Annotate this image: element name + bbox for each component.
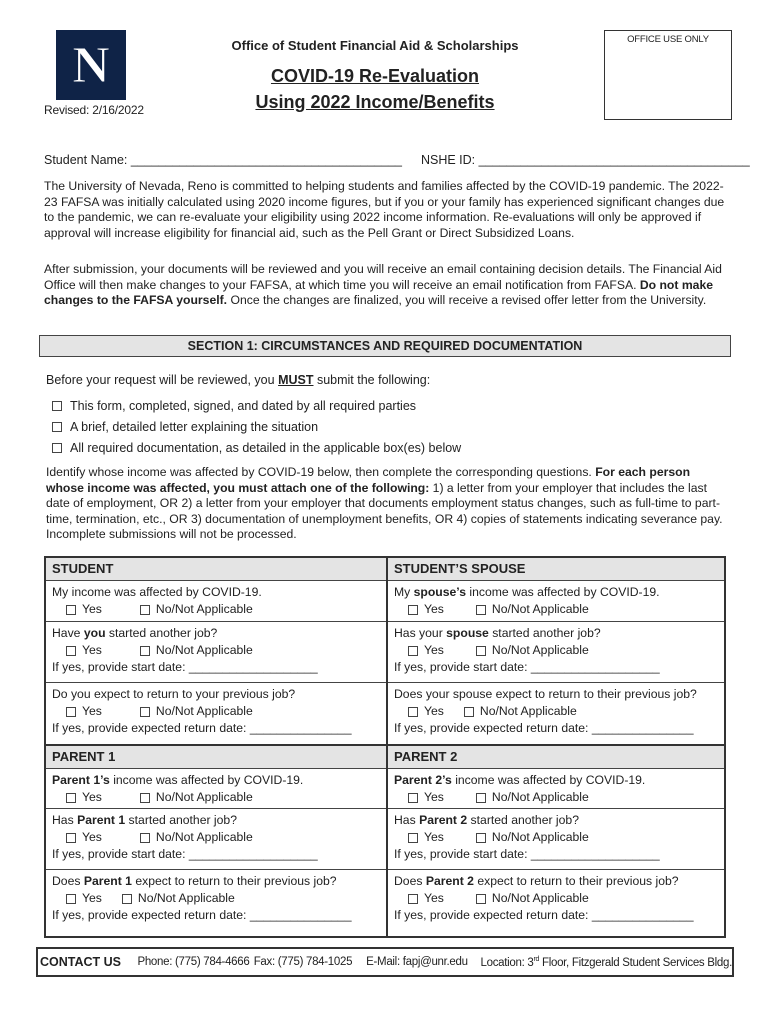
submission-paragraph: [44, 262, 729, 309]
revised-date: Revised: 2/16/2022: [44, 103, 144, 117]
return-date-field[interactable]: If yes, provide expected return date: _______________: [394, 908, 694, 922]
student-q2-options: [52, 642, 380, 659]
submission-text-end: Once the changes are finalized, you will receive a revised offer letter from the University.: [227, 293, 707, 308]
student-q3-text: Do you expect to return to your previous job?: [52, 687, 296, 701]
spouse-q2-text: Has your spouse started another job?: [394, 626, 601, 640]
no-checkbox[interactable]: [476, 793, 486, 803]
no-checkbox[interactable]: [140, 793, 150, 803]
return-date-field[interactable]: If yes, provide expected return date: _______________: [394, 721, 694, 735]
yes-checkbox[interactable]: [66, 793, 76, 803]
office-title: Office of Student Financial Aid & Scholarships: [231, 38, 519, 53]
checklist-label: This form, completed, signed, and dated by all required parties: [70, 399, 417, 413]
no-checkbox[interactable]: [122, 894, 132, 904]
no-checkbox[interactable]: [464, 707, 474, 717]
yes-label: Yes: [424, 790, 444, 804]
checklist-item: [52, 441, 461, 455]
student-q1-options: [52, 601, 380, 618]
contact-us-label: CONTACT US: [40, 955, 122, 969]
yes-checkbox[interactable]: [408, 605, 418, 615]
checkbox[interactable]: [52, 401, 62, 411]
student-name-field[interactable]: Student Name: _______________________________________: [44, 153, 402, 167]
instructions-emphasis: For each person whose income was affected, you must attach one of the following:: [46, 465, 691, 495]
parent1-q1: [46, 769, 386, 806]
yes-label: Yes: [82, 602, 102, 616]
logo-letter: N: [72, 37, 110, 94]
yes-label: Yes: [424, 602, 444, 616]
start-date-field[interactable]: If yes, provide start date: ___________________: [52, 660, 318, 674]
parent2-q3-text: Does Parent 2 expect to return to their previous job?: [394, 874, 679, 888]
parent1-q3: [46, 870, 386, 924]
instructions-text-end: 1) a letter from your employer that includes the last date of employment, OR 2) a letter from your employer that documents employment status changes, such as full-time to part-time, termination, etc., OR 3) documentation of unemployment benefits, OR 4) copies of statements indicating severance pay. Incomplete submissions will not be processed.: [46, 480, 723, 541]
document-title-line1: COVID-19 Re-Evaluation: [270, 66, 480, 86]
checklist-item: [52, 399, 416, 413]
no-label: No/Not Applicable: [155, 643, 253, 657]
parent1-q1-text: Parent 1’s income was affected by COVID-19.: [52, 773, 304, 787]
checklist-label: A brief, detailed letter explaining the situation: [70, 420, 319, 434]
yes-checkbox[interactable]: [66, 833, 76, 843]
spouse-q2-options: [394, 642, 718, 659]
return-date-field[interactable]: If yes, provide expected return date: _______________: [52, 908, 352, 922]
no-checkbox[interactable]: [140, 707, 150, 717]
submission-text: After submission, your documents will be reviewed and you will receive an email containing decision details. The Financial Aid Office will then make changes to your FAFSA, at which time you will receive an email notification from FAFSA.: [44, 262, 722, 292]
yes-label: Yes: [424, 643, 444, 657]
no-checkbox[interactable]: [140, 646, 150, 656]
yes-label: Yes: [82, 891, 102, 905]
parent1-q2: [46, 809, 386, 863]
yes-label: Yes: [82, 704, 102, 718]
parent2-q3-options: [394, 890, 718, 907]
no-checkbox[interactable]: [140, 833, 150, 843]
office-use-label: OFFICE USE ONLY: [627, 34, 709, 45]
section-1-header: SECTION 1: CIRCUMSTANCES AND REQUIRED DOCUMENTATION: [39, 335, 731, 357]
parent2-q2-text: Has Parent 2 started another job?: [394, 813, 579, 827]
yes-label: Yes: [82, 790, 102, 804]
instructions-text: Identify whose income was affected by COVID-19 below, then complete the corresponding questions.: [46, 465, 596, 479]
no-label: No/Not Applicable: [155, 790, 253, 804]
office-use-box: [604, 30, 732, 120]
yes-label: Yes: [424, 891, 444, 905]
requirements-text: Before your request will be reviewed, you: [46, 373, 279, 387]
must-emphasis: MUST: [278, 373, 314, 387]
parent1-q1-options: [52, 789, 380, 806]
parent2-header: PARENT 2: [388, 746, 724, 768]
student-q2-text: Have you started another job?: [52, 626, 218, 640]
yes-checkbox[interactable]: [408, 646, 418, 656]
parent1-q3-text: Does Parent 1 expect to return to their previous job?: [52, 874, 337, 888]
spouse-q3-options: [394, 703, 718, 720]
spouse-q1: [388, 581, 724, 618]
document-title-line2: Using 2022 Income/Benefits: [255, 92, 495, 112]
parent2-q3: [388, 870, 724, 924]
spouse-q3: [388, 683, 724, 737]
student-q1-text: My income was affected by COVID-19.: [52, 585, 262, 599]
yes-checkbox[interactable]: [408, 793, 418, 803]
checkbox[interactable]: [52, 443, 62, 453]
checkbox[interactable]: [52, 422, 62, 432]
yes-checkbox[interactable]: [408, 833, 418, 843]
intro-paragraph: The University of Nevada, Reno is committed to helping students and families affected by the COVID-19 pandemic. The 2022-23 FAFSA was initially calculated using 2020 income figures, but if you or your family has experienced significant changes due to the pandemic, we can re-evaluate your eligibility using 2022 income information. Re-evaluations will only be approved if approval will increase eligibility for financial aid, such as the Pell Grant or Direct Subsidized Loans.: [44, 179, 725, 240]
yes-label: Yes: [424, 704, 444, 718]
no-checkbox[interactable]: [476, 646, 486, 656]
parent1-q2-text: Has Parent 1 started another job?: [52, 813, 237, 827]
no-checkbox[interactable]: [476, 833, 486, 843]
no-label: No/Not Applicable: [155, 830, 253, 844]
parent2-q2: [388, 809, 724, 863]
parent1-header: PARENT 1: [46, 746, 386, 768]
contact-footer: [36, 947, 734, 977]
spouse-header: STUDENT’S SPOUSE: [388, 558, 724, 580]
student-header: STUDENT: [46, 558, 386, 580]
student-q3: [46, 683, 386, 737]
email-link[interactable]: E-Mail: fapj@unr.edu: [366, 956, 468, 968]
no-checkbox[interactable]: [140, 605, 150, 615]
yes-checkbox[interactable]: [408, 894, 418, 904]
parent2-q1-text: Parent 2’s income was affected by COVID-19.: [394, 773, 646, 787]
no-checkbox[interactable]: [476, 605, 486, 615]
requirements-intro: [46, 373, 430, 387]
checklist-item: [52, 420, 318, 434]
no-label: No/Not Applicable: [491, 602, 589, 616]
return-date-field[interactable]: If yes, provide expected return date: _______________: [52, 721, 352, 735]
student-q2: [46, 622, 386, 676]
student-q3-options: [52, 703, 380, 720]
yes-checkbox[interactable]: [408, 707, 418, 717]
id-line: [44, 153, 750, 167]
spouse-q1-options: [394, 601, 718, 618]
fafsa-warning: Do not make changes to the FAFSA yourself.: [44, 277, 713, 308]
yes-label: Yes: [82, 643, 102, 657]
no-label: No/Not Applicable: [491, 830, 589, 844]
student-q1: [46, 581, 386, 618]
yes-checkbox[interactable]: [66, 605, 76, 615]
no-checkbox[interactable]: [476, 894, 486, 904]
no-label: No/Not Applicable: [479, 704, 577, 718]
no-label: No/Not Applicable: [155, 704, 253, 718]
yes-checkbox[interactable]: [66, 646, 76, 656]
spouse-q2: [388, 622, 724, 676]
start-date-field[interactable]: If yes, provide start date: ___________________: [394, 660, 660, 674]
parent2-q2-options: [394, 829, 718, 846]
checklist-label: All required documentation, as detailed in the applicable box(es) below: [70, 441, 462, 455]
fax-number: Fax: (775) 784-1025: [253, 956, 353, 968]
yes-label: Yes: [82, 830, 102, 844]
yes-checkbox[interactable]: [66, 707, 76, 717]
no-label: No/Not Applicable: [491, 790, 589, 804]
phone-number: Phone: (775) 784-4666: [137, 956, 250, 968]
requirements-text-end: submit the following:: [313, 373, 431, 387]
yes-label: Yes: [424, 830, 444, 844]
no-label: No/Not Applicable: [491, 891, 589, 905]
parent2-q1-options: [394, 789, 718, 806]
start-date-field[interactable]: If yes, provide start date: ___________________: [394, 847, 660, 861]
parent2-q1: [388, 769, 724, 806]
spouse-q1-text: My spouse’s income was affected by COVID-19.: [394, 585, 660, 599]
nshe-id-field[interactable]: NSHE ID: _______________________________________: [420, 153, 750, 167]
no-label: No/Not Applicable: [491, 643, 589, 657]
instructions-paragraph: [46, 465, 730, 543]
parent1-q2-options: [52, 829, 380, 846]
spouse-q3-text: Does your spouse expect to return to their previous job?: [394, 687, 697, 701]
income-grid: [44, 556, 726, 938]
location: Location: 3rd Floor, Fitzgerald Student Services Bldg.: [480, 955, 732, 969]
document-title: [200, 63, 550, 115]
start-date-field[interactable]: If yes, provide start date: ___________________: [52, 847, 318, 861]
no-label: No/Not Applicable: [155, 602, 253, 616]
parent1-q3-options: [52, 890, 380, 907]
university-logo: [56, 30, 126, 100]
no-label: No/Not Applicable: [137, 891, 235, 905]
yes-checkbox[interactable]: [66, 894, 76, 904]
